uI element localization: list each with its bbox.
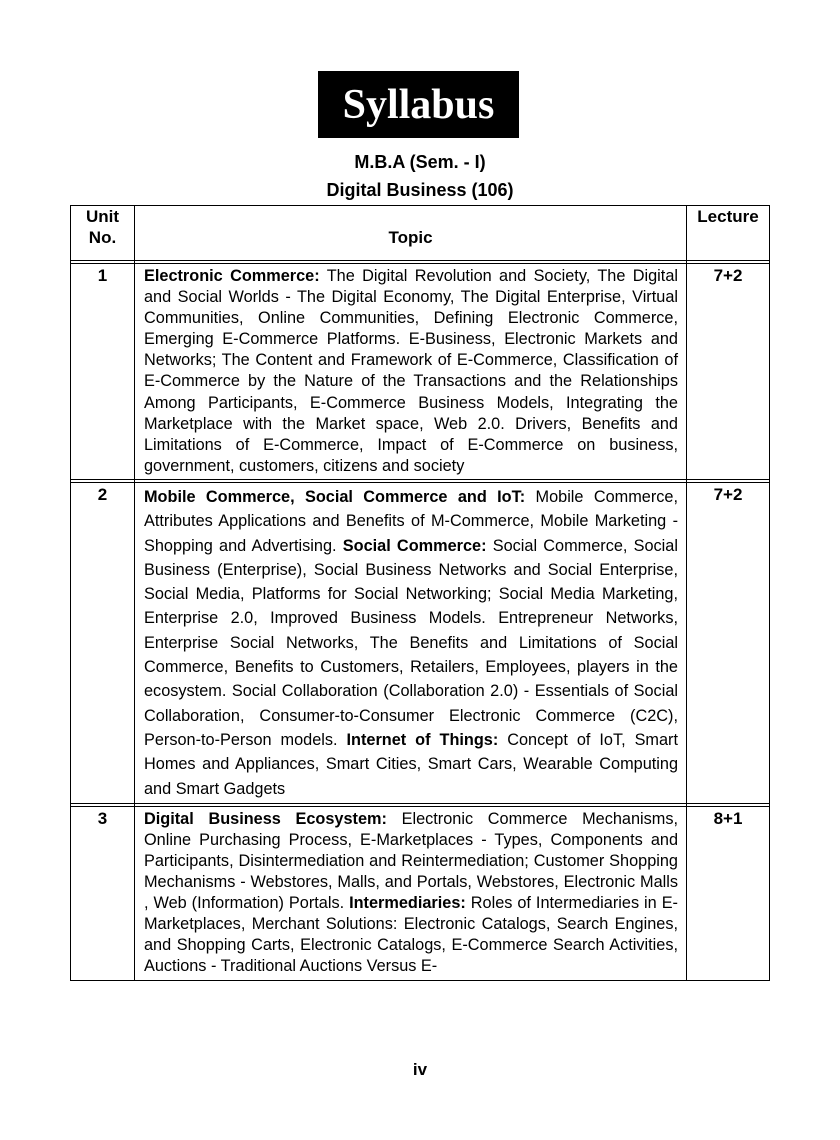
lecture-count: 8+1 [687, 806, 770, 980]
topic-description: The Digital Revolution and Society, The Digital and Social Worlds - The Digital Economy, The Digital Enterprise, Virtual Communities, Online Communities, Defining Electronic Commerce, Emerging E-Commerce Platforms. E-Business, Electronic Markets and Networks; The Content and Framework of E-Commerce, Classification of E-Commerce by the Nature of the Transactions and the Relationships Among Participants, E-Commerce Business Models, Integrating the Marketplace with the Market space, Web 2.0. Drivers, Benefits and Limitations of E-Commerce, Impact of E-Commerce on business, government, customers, citizens and society [144, 267, 683, 475]
topic-description: Mobile Commerce, Attributes Applications and Benefits of M-Commerce, Mobile Marketing - Shopping and Advertising. [144, 487, 683, 555]
topic-heading: Internet of Things: [346, 730, 499, 749]
table-row [71, 806, 770, 980]
unit-number: 3 [71, 806, 135, 980]
lecture-count: 7+2 [687, 264, 770, 480]
topic-text [135, 264, 687, 480]
header-unit-no: Unit No. [71, 206, 135, 261]
page-number: iv [412, 1060, 428, 1079]
topic-heading: Intermediaries: [349, 894, 466, 913]
topic-heading: Social Commerce: [342, 536, 487, 555]
table-row [71, 264, 770, 480]
topic-heading: Mobile Commerce, Social Commerce and IoT: [144, 487, 526, 506]
topic-description: Roles of Intermediaries in E-Marketplaces, Merchant Solutions: Electronic Catalogs, Search Engines, and Shopping Carts, Electronic Catalogs, E-Commerce Search Activities, Auctions - Traditional Auctions Versus E- [144, 894, 683, 976]
syllabus-table [70, 205, 770, 981]
header-lecture: Lecture [687, 206, 770, 261]
table-row [71, 482, 770, 803]
unit-number: 2 [71, 482, 135, 803]
topic-description: Concept of IoT, Smart Homes and Appliances, Smart Cities, Smart Cars, Wearable Computing and Smart Gadgets [144, 730, 683, 798]
table-header-row [71, 206, 770, 261]
header-topic: Topic [135, 206, 687, 261]
subject-name: Digital Business (106) [326, 180, 514, 200]
course-name: M.B.A (Sem. - I) [354, 152, 486, 172]
topic-heading: Digital Business Ecosystem: [144, 809, 387, 828]
topic-heading: Electronic Commerce: [144, 267, 320, 285]
lecture-count: 7+2 [687, 482, 770, 803]
topic-description: Electronic Commerce Mechanisms, Online Purchasing Process, E-Marketplaces - Types, Components and Participants, Disintermediation and Reintermediation; Customer Shopping Mechanisms - Webstores, Malls, and Portals, Webstores, Electronic Malls , Web (Information) Portals. [144, 809, 683, 913]
syllabus-title: Syllabus [318, 71, 519, 138]
topic-description: Social Commerce, Social Business (Enterprise), Social Business Networks and Social Enterprise, Social Media, Platforms for Social Networking; Social Media Marketing, Enterprise 2.0, Improved Business Models. Entrepreneur Networks, Enterprise Social Networks, The Benefits and Limitations of Social Commerce, Benefits to Customers, Retailers, Employees, players in the ecosystem. Social Collaboration (Collaboration 2.0) - Essentials of Social Collaboration, Consumer-to-Consumer Electronic Commerce (C2C), Person-to-Person models. [144, 536, 683, 749]
unit-number: 1 [71, 264, 135, 480]
topic-text [135, 806, 687, 980]
topic-text [135, 482, 687, 803]
